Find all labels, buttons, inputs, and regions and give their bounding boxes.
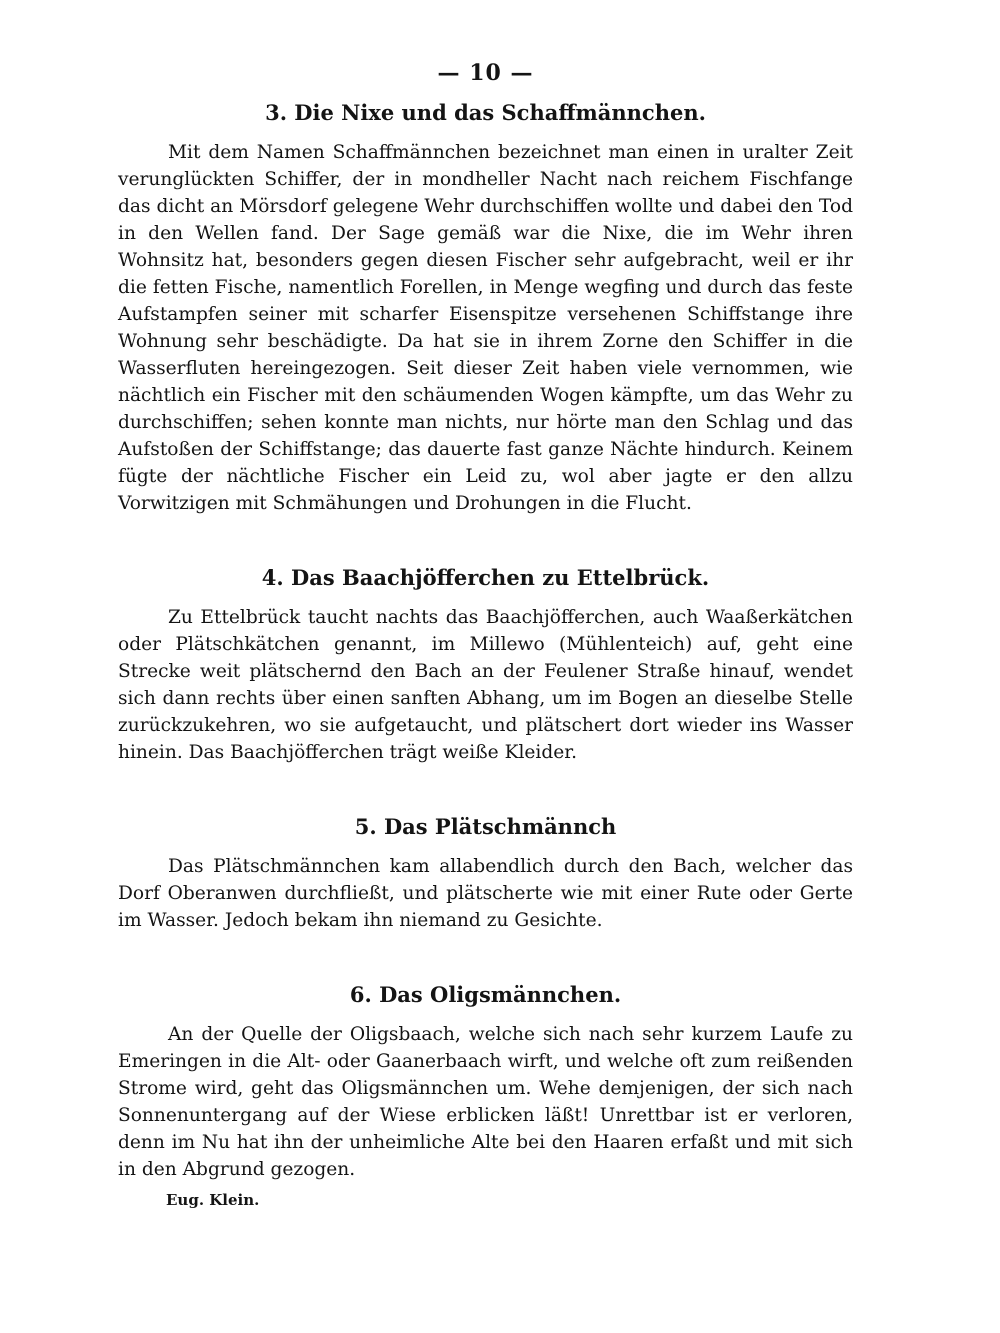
document-page <box>118 60 853 1209</box>
section-4 <box>118 565 853 766</box>
section-title: 4. Das Baachjöfferchen zu Ettelbrück. <box>261 565 710 590</box>
section-6 <box>118 982 853 1209</box>
section-text: Das Plätschmännchen kam allabendlich durch den Bach, welcher das Dorf Oberanwen durchfließt, und plätscherte wie mit einer Rute oder Gerte im Wasser. Jedoch bekam ihn niemand zu Gesichte. <box>118 856 853 931</box>
page-number: — 10 — <box>437 60 534 86</box>
section-title: 5. Das Plätschmännch <box>354 814 617 839</box>
section-3 <box>118 100 853 517</box>
section-text: Mit dem Namen Schaffmännchen bezeichnet man einen in uralter Zeit verunglückten Schiffer, der in mondheller Nacht nach reichem Fischfange das dicht an Mörsdorf gelegene Wehr durchschiffen wollte und dabei den Tod in den Wellen fand. Der Sage gemäß war die Nixe, die im Wehr ihren Wohnsitz hat, besonders gegen diesen Fischer sehr aufgebracht, weil er ihr die fetten Fische, namentlich Forellen, in Menge wegfing und durch das feste Aufstampfen seiner mit scharfer Eisenspitze versehenen Schiffstange ihre Wohnung sehr beschädigte. Da hat sie in ihrem Zorne den Schiffer in die Wasserfluten hereingezogen. Seit dieser Zeit haben viele vernommen, wie nächtlich ein Fischer mit den schäumenden Wogen kämpfte, um das Wehr zu durchschiffen; sehen konnte man nichts, nur hörte man den Schlag und das Aufstoßen der Schiffstange; das dauerte fast ganze Nächte hindurch. Keinem fügte der nächtliche Fischer ein Leid zu, wol aber jagte er den allzu Vorwitzigen mit Schmähungen und Drohungen in die Flucht. <box>118 142 853 514</box>
section-text: Zu Ettelbrück taucht nachts das Baachjöfferchen, auch Waaßerkätchen oder Plätschkätchen genannt, im Millewo (Mühlenteich) auf, geht eine Strecke weit plätschernd den Bach an der Feulener Straße hinauf, wendet sich dann rechts über einen sanften Abhang, um im Bogen an dieselbe Stelle zurückzukehren, wo sie aufgetaucht, und plätschert dort wieder ins Wasser hinein. Das Baachjöfferchen trägt weiße Kleider. <box>118 607 853 763</box>
section-text: An der Quelle der Oligsbaach, welche sich nach sehr kurzem Laufe zu Emeringen in die Alt- oder Gaanerbaach wirft, und welche oft zum reißenden Strome wird, geht das Oligsmännchen um. Wehe demjenigen, der sich nach Sonnenuntergang auf der Wiese erblicken läßt! Unrettbar ist er verloren, denn im Nu hat ihn der unheimliche Alte bei den Haaren erfaßt und mit sich in den Abgrund gezogen. <box>118 1024 853 1180</box>
section-title: 6. Das Oligsmännchen. <box>349 982 622 1007</box>
section-title: 3. Die Nixe und das Schaffmännchen. <box>265 100 706 125</box>
section-5 <box>118 814 853 934</box>
author-signature: Eug. Klein. <box>166 1191 260 1209</box>
